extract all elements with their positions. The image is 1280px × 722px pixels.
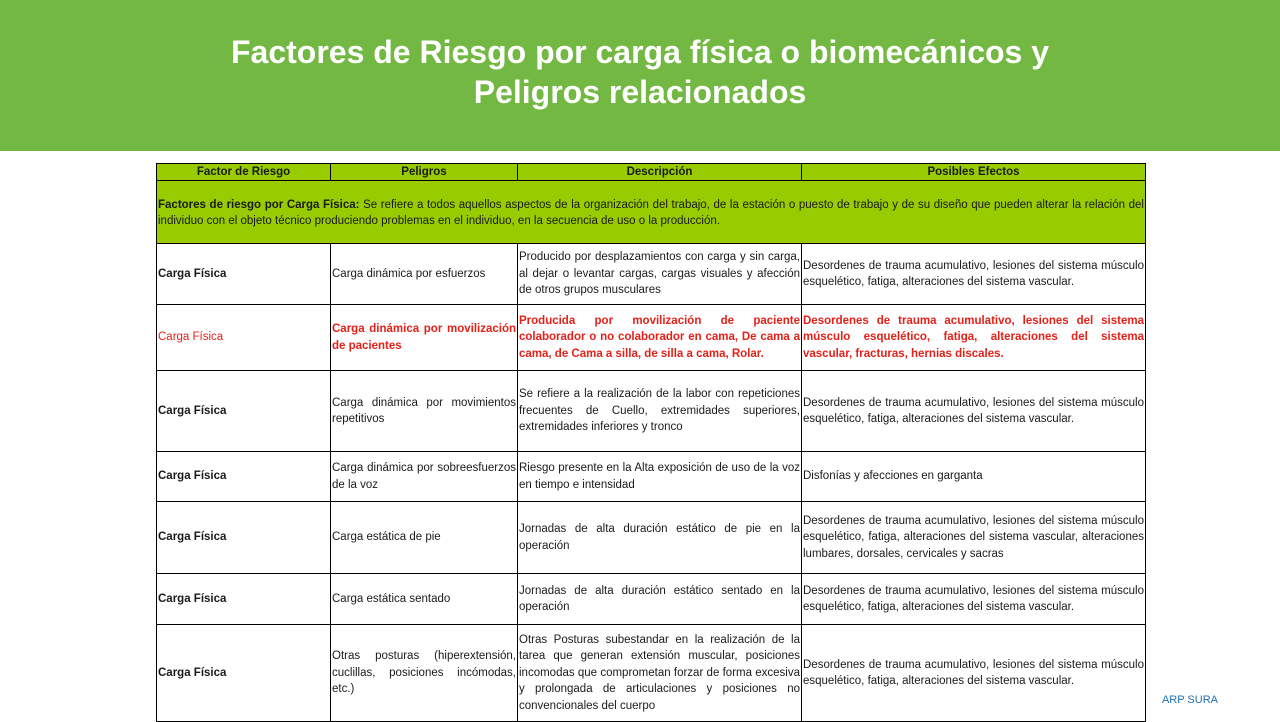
page-title-line-2: Peligros relacionados [473, 73, 807, 110]
cell-efectos: Desordenes de trauma acumulativo, lesiones del sistema músculo esquelético, fatiga, alteraciones del sistema vascular. [802, 244, 1146, 305]
intro-heading: Factores de riesgo por Carga Física: [158, 198, 360, 211]
cell-factor: Carga Física [157, 305, 331, 371]
cell-factor: Carga Física [157, 452, 331, 502]
cell-peligro: Carga estática de pie [331, 502, 518, 574]
cell-efectos: Disfonías y afecciones en garganta [802, 452, 1146, 502]
cell-descripcion: Otras Posturas subestandar en la realización de la tarea que generan extensión muscular, posiciones incomodas que comprometan forzar de forma excesiva y prolongada de articulaciones y posiciones no convencionales del cuerpo [518, 625, 802, 722]
page-title-line-1: Factores de Riesgo por carga física o biomecánicos y [230, 33, 1050, 70]
cell-descripcion: Jornadas de alta duración estático de pie en la operación [518, 502, 802, 574]
table-row [157, 371, 1146, 452]
column-header-efectos: Posibles Efectos [802, 164, 1146, 181]
intro-cell [157, 181, 1146, 244]
column-header-descripcion: Descripción [518, 164, 802, 181]
cell-peligro: Otras posturas (hiperextensión, cuclillas, posiciones incómodas, etc.) [331, 625, 518, 722]
intro-text: Se refiere a todos aquellos aspectos de la organización del trabajo, de la estación o puesto de trabajo y de su diseño que pueden alterar la relación del individuo con el objeto técnico produciendo problemas en el individuo, en la secuencia de uso o la producción. [158, 198, 1144, 227]
table-row [157, 574, 1146, 625]
cell-peligro: Carga estática sentado [331, 574, 518, 625]
title-banner [0, 0, 1280, 151]
cell-efectos: Desordenes de trauma acumulativo, lesiones del sistema músculo esquelético, fatiga, alteraciones del sistema vascular. [802, 574, 1146, 625]
cell-peligro: Carga dinámica por sobreesfuerzos de la voz [331, 452, 518, 502]
cell-peligro: Carga dinámica por esfuerzos [331, 244, 518, 305]
cell-descripcion: Jornadas de alta duración estático sentado en la operación [518, 574, 802, 625]
cell-efectos: Desordenes de trauma acumulativo, lesiones del sistema músculo esquelético, fatiga, alteraciones del sistema vascular. [802, 371, 1146, 452]
table-header-row [157, 164, 1146, 181]
cell-efectos: Desordenes de trauma acumulativo, lesiones del sistema músculo esquelético, fatiga, alteraciones del sistema vascular, alteraciones lumbares, dorsales, cervicales y sacras [802, 502, 1146, 574]
cell-factor: Carga Física [157, 574, 331, 625]
table-row [157, 625, 1146, 722]
column-header-factor: Factor de Riesgo [157, 164, 331, 181]
cell-factor: Carga Física [157, 502, 331, 574]
table-row [157, 244, 1146, 305]
cell-descripcion: Producida por movilización de paciente colaborador o no colaborador en cama, De cama a cama, de Cama a silla, de silla a cama, Rolar. [518, 305, 802, 371]
cell-descripcion: Se refiere a la realización de la labor con repeticiones frecuentes de Cuello, extremidades superiores, extremidades inferiores y tronco [518, 371, 802, 452]
cell-factor: Carga Física [157, 371, 331, 452]
cell-peligro: Carga dinámica por movilización de pacientes [331, 305, 518, 371]
risk-table [156, 163, 1146, 722]
cell-peligro: Carga dinámica por movimientos repetitivos [331, 371, 518, 452]
cell-factor: Carga Física [157, 625, 331, 722]
cell-factor: Carga Física [157, 244, 331, 305]
table-row [157, 502, 1146, 574]
cell-efectos: Desordenes de trauma acumulativo, lesiones del sistema músculo esquelético, fatiga, alteraciones del sistema vascular, fracturas, hernias discales. [802, 305, 1146, 371]
footer-brand: ARP SURA [1161, 694, 1218, 706]
cell-descripcion: Producido por desplazamientos con carga y sin carga, al dejar o levantar cargas, cargas visuales y afección de otros grupos musculares [518, 244, 802, 305]
table-row [157, 452, 1146, 502]
column-header-peligros: Peligros [331, 164, 518, 181]
cell-descripcion: Riesgo presente en la Alta exposición de uso de la voz en tiempo e intensidad [518, 452, 802, 502]
intro-row [157, 181, 1146, 244]
table-row-highlighted [157, 305, 1146, 371]
page-title [140, 32, 1140, 120]
cell-efectos: Desordenes de trauma acumulativo, lesiones del sistema músculo esquelético, fatiga, alteraciones del sistema vascular. [802, 625, 1146, 722]
